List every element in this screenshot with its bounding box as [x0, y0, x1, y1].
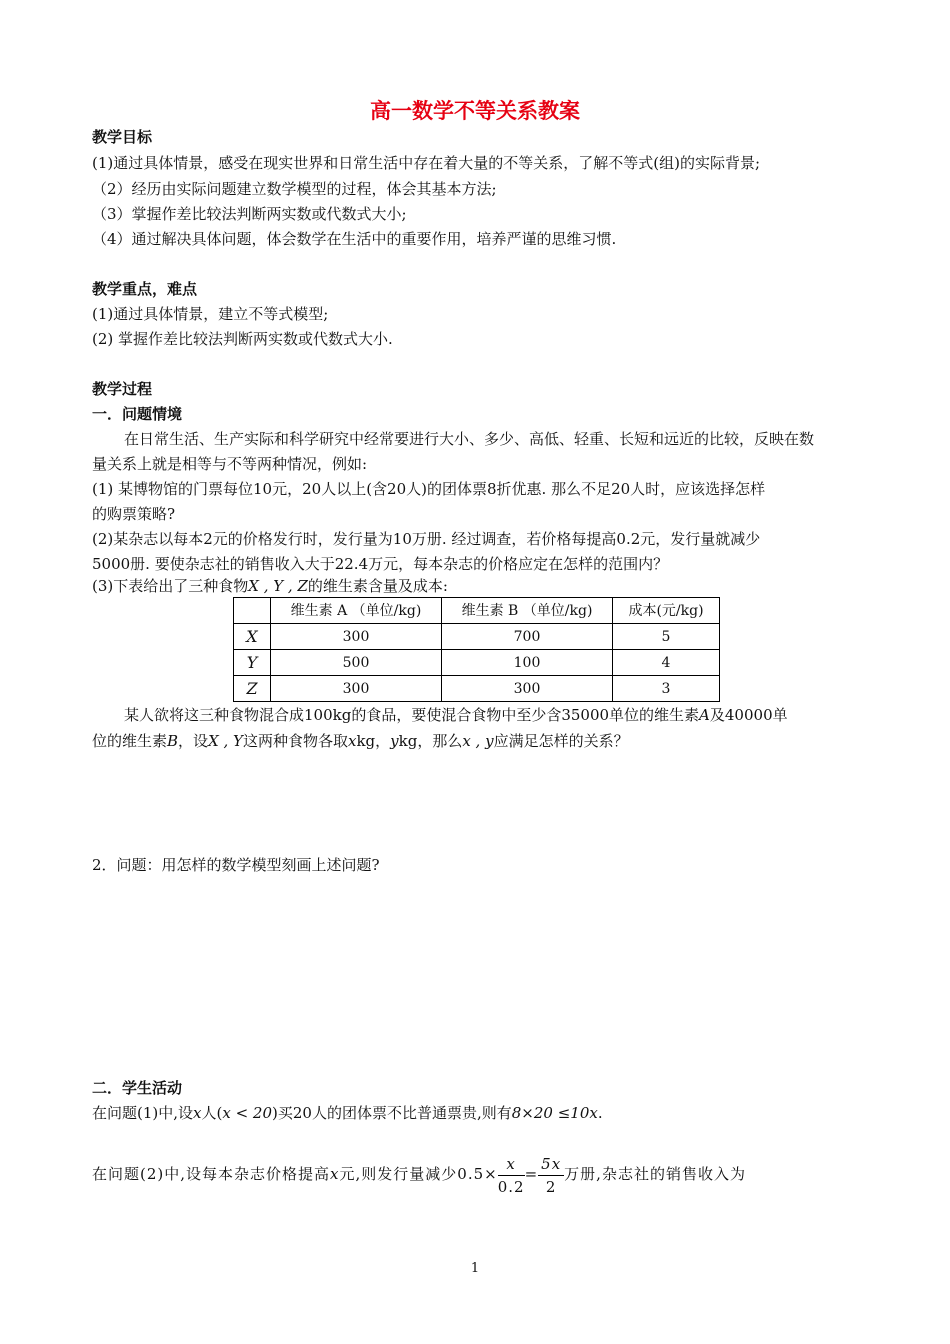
- fraction: $\frac{x}{0.2}$: [497, 1154, 525, 1196]
- keypoint-item: (1)通过具体情景，建立不等式模型;: [92, 305, 329, 323]
- problem-3-question: 位的维生素B，设X , Y这两种食物各取xkg，ykg，那么x , y应满足怎样的关系？: [92, 732, 629, 750]
- vitamin-table: [233, 597, 720, 702]
- table-row: [234, 676, 720, 702]
- table-cell: 300: [271, 624, 442, 650]
- table-header-cell: [234, 598, 271, 624]
- activity-line-1: 在问题(1)中,设x人(x < 20)买20人的团体票不比普通票贵,则有8×20 ≤10x.: [92, 1104, 603, 1122]
- problem-3-text: (3)下表给出了三种食物X , Y , Z的维生素含量及成本:: [92, 577, 448, 595]
- keypoints-heading: 教学重点，难点: [92, 280, 198, 298]
- table-row: [234, 650, 720, 676]
- problem-1-text: 的购票策略?: [92, 505, 176, 523]
- table-cell: X: [234, 624, 271, 650]
- table-row: [234, 624, 720, 650]
- table-cell: 4: [613, 650, 720, 676]
- objective-item: （3）掌握作差比较法判断两实数或代数式大小;: [92, 205, 407, 223]
- process-heading: 教学过程: [92, 380, 153, 398]
- page-title: 高一数学不等关系教案: [370, 99, 580, 123]
- problem-3-question: 某人欲将这三种食物混合成100kg的食品，要使混合食物中至少含35000单位的维生素A及40000单: [124, 706, 788, 724]
- activity-line-2: 在问题(2)中,设每本杂志价格提高x元,则发行量减少0.5× $\frac{x}{0.2}$ = $\frac{5x}{2}$ 万册,杂志社的销售收入为: [92, 1154, 746, 1196]
- question-2: 2．问题：用怎样的数学模型刻画上述问题?: [92, 856, 380, 874]
- table-cell: 300: [442, 676, 613, 702]
- objective-item: (1)通过具体情景，感受在现实世界和日常生活中存在着大量的不等关系，了解不等式(组)的实际背景;: [92, 154, 761, 172]
- table-cell: 700: [442, 624, 613, 650]
- table-header-cell: 维生素 A （单位/kg): [271, 598, 442, 624]
- page-number: 1: [470, 1261, 480, 1276]
- keypoint-item: (2) 掌握作差比较法判断两实数或代数式大小.: [92, 330, 393, 348]
- table-cell: Y: [234, 650, 271, 676]
- table-header-cell: 成本(元/kg): [613, 598, 720, 624]
- fraction: $\frac{5x}{2}$: [538, 1153, 564, 1198]
- section-heading-2: 二．学生活动: [92, 1079, 183, 1097]
- table-header-row: [234, 598, 720, 624]
- table-cell: 3: [613, 676, 720, 702]
- problem-2-text: 5000册. 要使杂志社的销售收入大于22.4万元，每本杂志的价格应定在怎样的范围内？: [92, 555, 669, 573]
- intro-text: 在日常生活、生产实际和科学研究中经常要进行大小、多少、高低、轻重、长短和远近的比较，反映在数: [124, 430, 815, 448]
- table-cell: 500: [271, 650, 442, 676]
- table-header-cell: 维生素 B （单位/kg): [442, 598, 613, 624]
- objectives-heading: 教学目标: [92, 128, 153, 146]
- objective-item: （4）通过解决具体问题，体会数学在生活中的重要作用，培养严谨的思维习惯.: [92, 230, 617, 248]
- objective-item: （2）经历由实际问题建立数学模型的过程，体会其基本方法;: [92, 180, 497, 198]
- intro-text: 量关系上就是相等与不等两种情况，例如:: [92, 455, 368, 473]
- table-cell: 5: [613, 624, 720, 650]
- problem-2-text: (2)某杂志以每本2元的价格发行时，发行量为10万册. 经过调查，若价格每提高0.2元，发行量就减少: [92, 530, 761, 548]
- table-cell: Z: [234, 676, 271, 702]
- table-cell: 100: [442, 650, 613, 676]
- problem-1-text: (1) 某博物馆的门票每位10元，20人以上(含20人)的团体票8折优惠. 那么不足20人时，应该选择怎样: [92, 480, 766, 498]
- section-heading-1: 一．问题情境: [92, 405, 183, 423]
- table-cell: 300: [271, 676, 442, 702]
